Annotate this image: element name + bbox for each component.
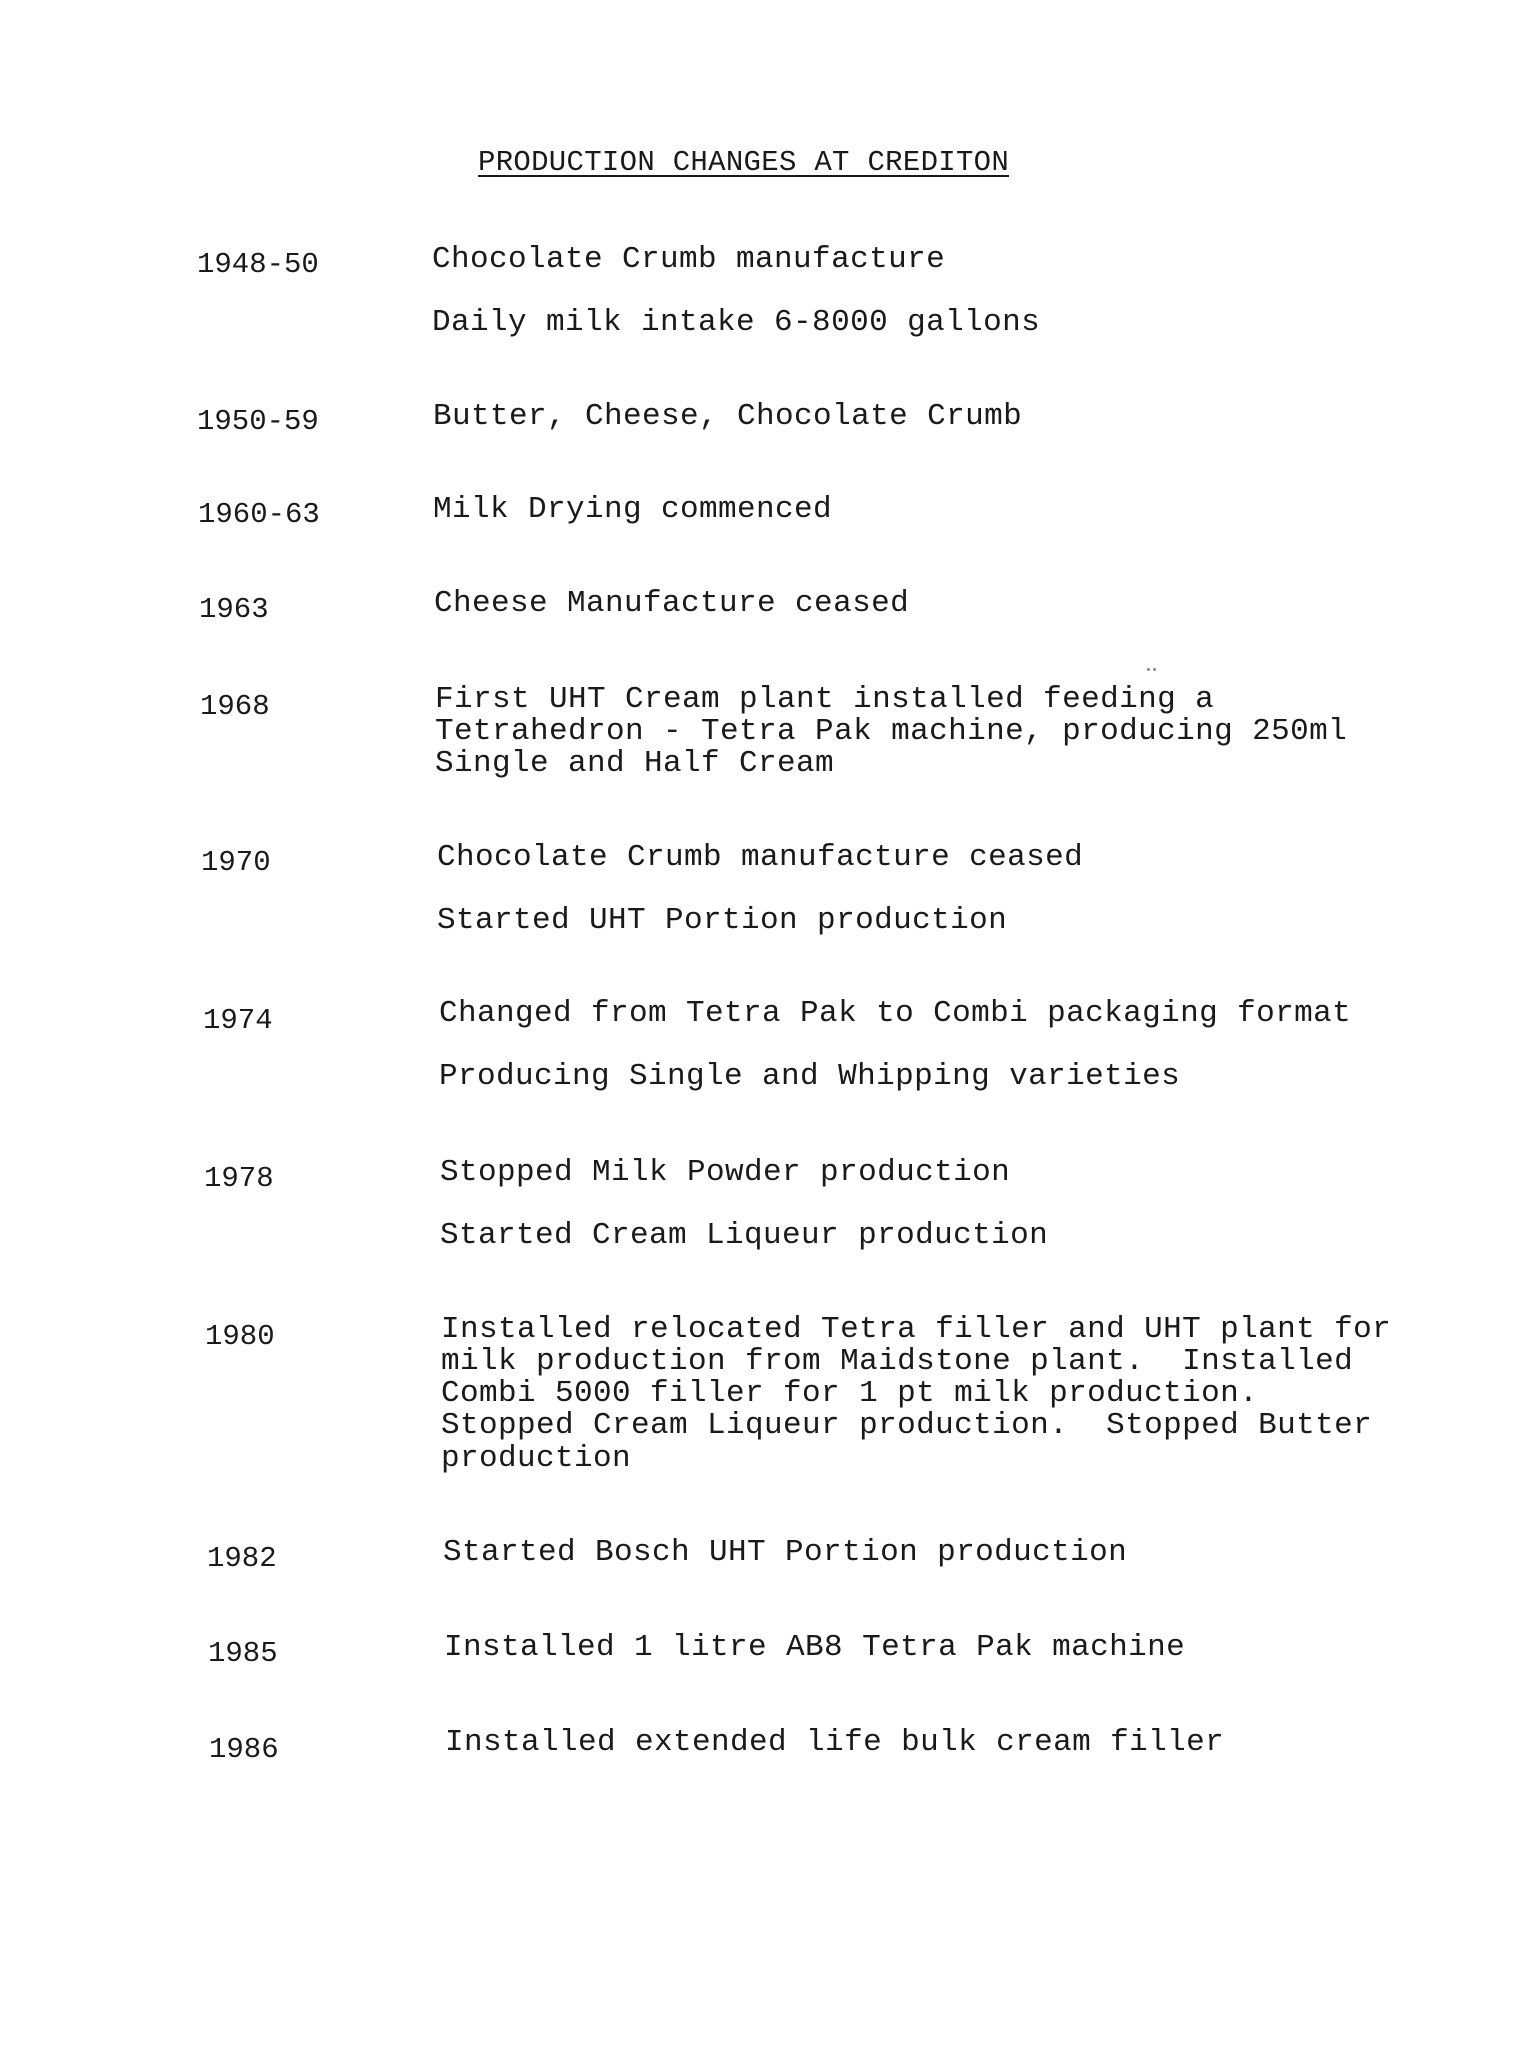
entry-text: Installed 1 litre AB8 Tetra Pak machine	[444, 1630, 1186, 1665]
entry-text: Butter, Cheese, Chocolate Crumb	[433, 399, 1023, 434]
entry-text: First UHT Cream plant installed feeding a	[435, 682, 1215, 717]
entry-year: 1985	[208, 1637, 278, 1670]
entry-text: Cheese Manufacture ceased	[434, 586, 910, 621]
entry-text: Started Bosch UHT Portion production	[443, 1535, 1128, 1570]
entry-text: Stopped Cream Liqueur production. Stopped Butter	[441, 1408, 1373, 1443]
entry-year: 1980	[205, 1320, 275, 1353]
entry-text: Changed from Tetra Pak to Combi packaging format	[439, 996, 1352, 1031]
entry-year: 1982	[207, 1542, 277, 1575]
entry-year: 1950-59	[197, 405, 319, 438]
entry-year: 1978	[204, 1162, 274, 1195]
entry-text: Started UHT Portion production	[437, 903, 1008, 938]
entry-text: milk production from Maidstone plant. Installed	[441, 1344, 1354, 1379]
scan-speck	[1147, 668, 1150, 671]
entry-text: Installed extended life bulk cream filler	[445, 1725, 1225, 1760]
entry-year: 1970	[201, 846, 271, 879]
entry-year: 1963	[199, 593, 269, 626]
entry-text: Milk Drying commenced	[433, 492, 833, 527]
entry-text: Chocolate Crumb manufacture	[432, 242, 946, 277]
entry-text: Started Cream Liqueur production	[440, 1218, 1049, 1253]
entry-year: 1974	[203, 1004, 273, 1037]
scan-speck	[1153, 668, 1156, 671]
entry-text: Stopped Milk Powder production	[440, 1155, 1011, 1190]
entry-text: Single and Half Cream	[435, 746, 835, 781]
entry-text: production	[441, 1441, 632, 1476]
entry-year: 1948-50	[197, 248, 319, 281]
entry-text: Tetrahedron - Tetra Pak machine, producing 250ml	[435, 714, 1348, 749]
entry-year: 1968	[200, 690, 270, 723]
entry-text: Chocolate Crumb manufacture ceased	[437, 840, 1084, 875]
entry-year: 1986	[209, 1733, 279, 1766]
entry-text: Producing Single and Whipping varieties	[439, 1059, 1181, 1094]
entry-text: Daily milk intake 6-8000 gallons	[432, 305, 1041, 340]
entry-year: 1960-63	[198, 498, 320, 531]
document-title: PRODUCTION CHANGES AT CREDITON	[478, 146, 1010, 179]
entry-text: Installed relocated Tetra filler and UHT plant for	[441, 1312, 1392, 1347]
entry-text: Combi 5000 filler for 1 pt milk production.	[441, 1376, 1259, 1411]
